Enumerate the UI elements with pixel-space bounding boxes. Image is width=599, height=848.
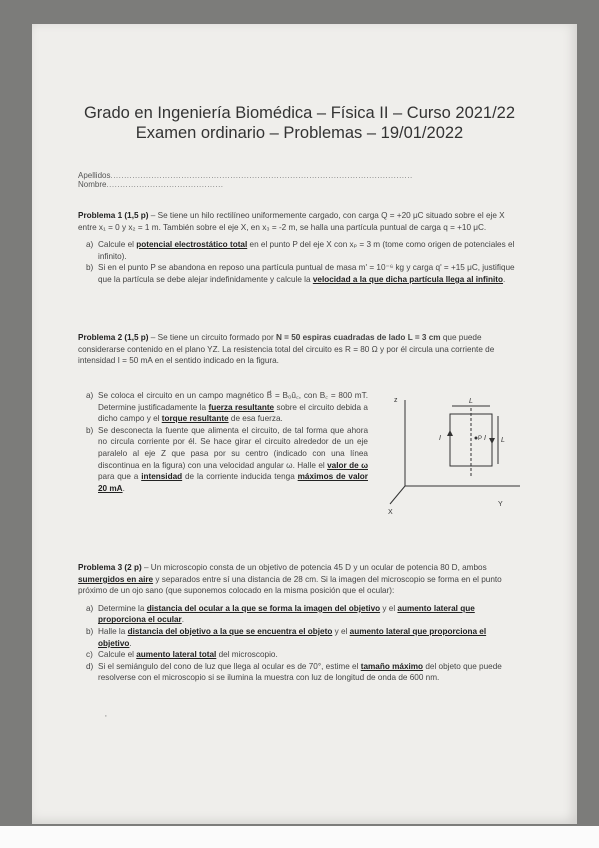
- problem-2-part-b: b) Se desconecta la fuente que alimenta el circuito, de tal forma que ahora no circula corriente por él. Se hace girar el circuito alrededor de un eje paralelo al eje Z que pasa por su centro (indicado con una línea discontinua en la figura) con una velocidad angular ω. Halle el valor de ω para que a intensidad de la corriente inducida tenga máximos de valor 20 mA.: [86, 425, 368, 493]
- problem-1-heading: Problema 1 (1,5 p): [78, 211, 149, 220]
- pen-mark: ·: [104, 710, 108, 722]
- side-top-label: L: [469, 398, 473, 405]
- problem-3-part-c: c) Calcule el aumento lateral total del microscopio.: [86, 650, 278, 660]
- problem-1-part-b: b) Si en el punto P se abandona en reposo una partícula puntual de masa m' = 10⁻⁶ kg y carga q' = +15 μC, justifique que la partícula se debe alejar indefinidamente y calcule la velocidad a la que dicha partícula llega al infinito.: [86, 263, 515, 284]
- problem-3-statement: Problema 3 (2 p) – Un microscopio consta de un objetivo de potencia 45 D y un ocular de potencia 80 D, ambos sumergidos en aire y separados entre sí una distancia de 28 cm. Si la imagen del microscopio se forma en el punto próximo de un ojo sano (que suponemos colocado en la misma posición que el ocular):: [78, 563, 502, 596]
- problem-1-statement: Problema 1 (1,5 p) – Se tiene un hilo rectilíneo uniformemente cargado, con carga Q = +20 μC situado sobre el eje X entre x₁ = 0 y x₂ = 1 m. También sobre el eje X, en x₃ = -2 m, se halla una partícula puntual de carga q = +10 μC.: [78, 211, 505, 232]
- current-arrow-right: [489, 438, 495, 444]
- current-left-label: I: [439, 435, 441, 442]
- x-axis: [390, 486, 405, 504]
- problem-3-part-a: a) Determine la distancia del ocular a la que se forma la imagen del objetivo y el aumento lateral que proporciona el ocular.: [86, 603, 475, 625]
- problem-1-part-a: a) Calcule el potencial electrostático total en el punto P del eje X con xₚ = 3 m (tome como origen de potenciales el infinito).: [86, 240, 515, 261]
- problem-2-statement: Problema 2 (1,5 p) – Se tiene un circuito formado por N = 50 espiras cuadradas de lado L = 3 cm que puede considerarse contenido en el plano YZ. La resistencia total del circuito es R = 80 Ω y por él circula una corriente de intensidad I = 50 mA en el sentido indicado en la figura.: [78, 333, 495, 366]
- problem-3: [78, 562, 518, 684]
- axis-y-label: Y: [498, 501, 503, 508]
- problem-3-heading: Problema 3 (2 p): [78, 563, 142, 572]
- current-right-label: I: [484, 435, 486, 442]
- problem-3-part-b: b) Halle la distancia del objetivo a la que se encuentra el objeto y el aumento lateral que proporciona el objetivo.: [86, 626, 487, 648]
- surname-label: Apellidos: [78, 171, 111, 180]
- side-right-label: L: [501, 437, 505, 444]
- problem-2-parts: [78, 390, 368, 494]
- problem-2-heading: Problema 2 (1,5 p): [78, 333, 149, 342]
- point-p-label: P: [478, 436, 483, 442]
- name-label: Nombre: [78, 180, 107, 189]
- problem-2-part-a: a) Se coloca el circuito en un campo magnético B⃗ = B₀û꜀, con B꜀ = 800 mT. Determine justificadamente la fuerza resultante sobre el circuito debida a dicho campo y el torque resultante de esa fuerza.: [86, 391, 368, 424]
- problem-3-part-d: d) Si el semiángulo del cono de luz que llega al ocular es de 70°, estime el tamaño máximo del objeto que puede resolverse con el microscopio si se ilumina la muestra con luz de longitud de onda de 600 nm.: [86, 661, 502, 683]
- exam-subtitle: Examen ordinario – Problemas – 19/01/2022: [135, 124, 464, 142]
- background-strip: [0, 826, 599, 848]
- axis-x-label: X: [388, 509, 393, 516]
- problem-2: [78, 332, 518, 367]
- name-blank[interactable]: ...........................................: [106, 180, 224, 189]
- axis-z-label: z: [394, 397, 398, 404]
- current-arrow-left: [447, 430, 453, 436]
- name-fields: [78, 171, 508, 189]
- problem-1: [78, 210, 518, 286]
- surname-blank[interactable]: ...............................................................................................................: [110, 171, 413, 180]
- exam-title: Grado en Ingeniería Biomédica – Física II – Curso 2021/22: [83, 104, 516, 122]
- circuit-figure: [380, 388, 530, 518]
